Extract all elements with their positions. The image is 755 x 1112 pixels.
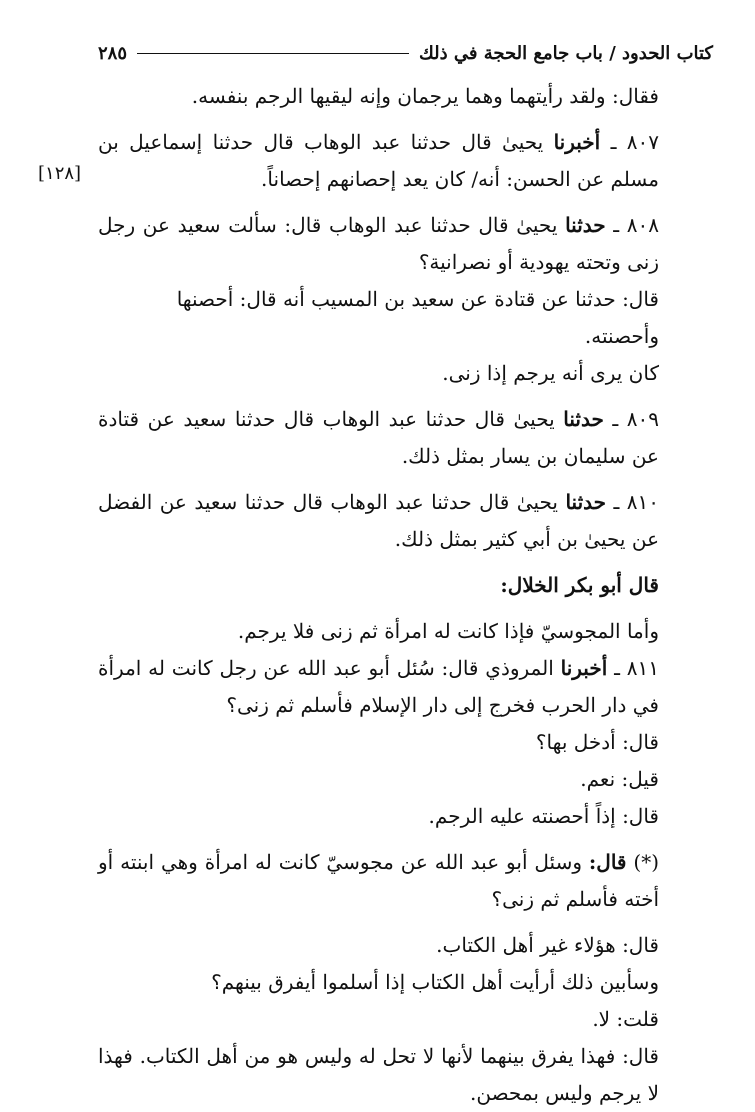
marginal-note: [١٢٨] [38,163,82,184]
paragraph: وأما المجوسيّ فإذا كانت له امرأة ثم زنى فلا يرجم. [237,619,659,643]
running-header [98,40,713,66]
paragraph: قال: أدخل بها؟ [535,730,659,754]
hadith-809: ٨٠٩ ـ حدثنا يحيىٰ قال حدثنا عبد الوهاب قال حدثنا سعيد عن قتادة عن سليمان بن يسار بمثل ذلك. [98,407,660,468]
hadith-811: ٨١١ ـ أخبرنا المروذي قال: سُئل أبو عبد الله عن رجل كانت له امرأة في دار الحرب فخرج إلى دار الإسلام فأسلم ثم زنى؟ [98,656,660,717]
hadith-808: ٨٠٨ ـ حدثنا يحيىٰ قال حدثنا عبد الوهاب قال: سألت سعيد عن رجل زنى وتحته يهودية أو نصرانية؟ [98,213,660,274]
page-number: ٢٨٥ [98,42,128,64]
hadith-810: ٨١٠ ـ حدثنا يحيىٰ قال حدثنا عبد الوهاب قال حدثنا سعيد عن الفضل عن يحيىٰ بن أبي كثير بمثل ذلك. [98,490,660,551]
paragraph: فقال: ولقد رأيتهما وهما يرجمان وإنه ليقيها الرجم بنفسه. [191,84,659,108]
starred-note: (*) قال: وسئل أبو عبد الله عن مجوسيّ كانت له امرأة وهي ابنته أو أخته فأسلم ثم زنى؟ [98,850,659,911]
hadith-807: ٨٠٧ ـ أخبرنا يحيىٰ قال حدثنا عبد الوهاب قال حدثنا إسماعيل بن مسلم عن الحسن: أنه/ كان يعد إحصانهم إحصاناً. [98,130,659,191]
section-heading: قال أبو بكر الخلال: [500,573,659,597]
paragraph: كان يرى أنه يرجم إذا زنى. [442,361,659,385]
paragraph: قيل: نعم. [580,767,659,791]
body-text [98,78,707,1112]
paragraph: قال: هؤلاء غير أهل الكتاب. [436,933,659,957]
chapter-title: كتاب الحدود / باب جامع الحجة في ذلك [418,42,713,64]
paragraph: وسأبين ذلك أرأيت أهل الكتاب إذا أسلموا أيفرق بينهم؟ [211,970,659,994]
paragraph: قال: حدثنا عن قتادة عن سعيد بن المسيب أنه قال: أحصنها وأحصنته. [176,287,659,348]
paragraph: قال: إذاً أحصنته عليه الرجم. [428,804,659,828]
paragraph: قلت: لا. [592,1007,659,1031]
header-rule [137,53,409,54]
paragraph: قال: فهذا يفرق بينهما لأنها لا تحل له وليس هو من أهل الكتاب. فهذا لا يرجم وليس بمحصن. [98,1044,659,1105]
